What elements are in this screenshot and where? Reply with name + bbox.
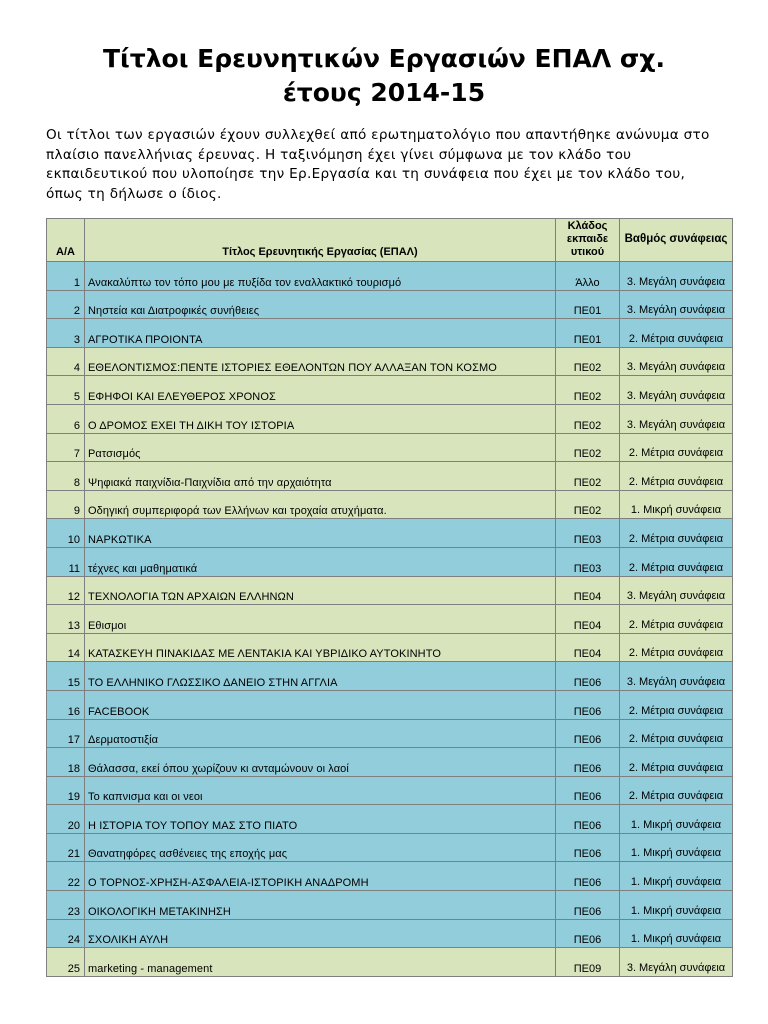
table-body <box>47 262 733 977</box>
row-klados: ΠΕ03 <box>556 519 620 548</box>
row-klados: ΠΕ04 <box>556 576 620 605</box>
row-grade: 3. Μεγάλη συνάφεια <box>620 376 733 405</box>
row-grade: 3. Μεγάλη συνάφεια <box>620 404 733 433</box>
row-klados: ΠΕ03 <box>556 547 620 576</box>
row-title: ΕΦΗΦΟΙ ΚΑΙ ΕΛΕΥΘΕΡΟΣ ΧΡΟΝΟΣ <box>85 376 556 405</box>
page-title <box>20 42 748 110</box>
row-grade: 1. Μικρή συνάφεια <box>620 862 733 891</box>
row-number: 18 <box>47 748 85 777</box>
row-number: 22 <box>47 862 85 891</box>
row-grade: 2. Μέτρια συνάφεια <box>620 547 733 576</box>
row-number: 10 <box>47 519 85 548</box>
table-row <box>47 404 733 433</box>
row-klados: ΠΕ09 <box>556 948 620 977</box>
row-title: τέχνες και μαθηματικά <box>85 547 556 576</box>
table-row <box>47 462 733 491</box>
row-klados: ΠΕ06 <box>556 862 620 891</box>
row-klados: ΠΕ06 <box>556 690 620 719</box>
row-title: Το καπνισμα και οι νεοι <box>85 776 556 805</box>
title-line-2: έτους 2014-15 <box>282 78 486 107</box>
row-title: ΟΙΚΟΛΟΓΙΚΗ ΜΕΤΑΚΙΝΗΣΗ <box>85 891 556 920</box>
row-grade: 3. Μεγάλη συνάφεια <box>620 290 733 319</box>
row-title: Θάλασσα, εκεί όπου χωρίζουν κι ανταμώνουν οι λαοί <box>85 748 556 777</box>
row-klados: ΠΕ06 <box>556 719 620 748</box>
row-klados: ΠΕ04 <box>556 633 620 662</box>
row-klados: ΠΕ06 <box>556 891 620 920</box>
header-aa: Α/Α <box>47 219 85 262</box>
row-number: 20 <box>47 805 85 834</box>
table-row <box>47 891 733 920</box>
row-number: 12 <box>47 576 85 605</box>
row-grade: 1. Μικρή συνάφεια <box>620 805 733 834</box>
table-row <box>47 547 733 576</box>
row-number: 24 <box>47 919 85 948</box>
table-row <box>47 948 733 977</box>
table-row <box>47 633 733 662</box>
row-number: 11 <box>47 547 85 576</box>
row-title: Οδηγική συμπεριφορά των Ελλήνων και τροχαία ατυχήματα. <box>85 490 556 519</box>
row-klados: ΠΕ06 <box>556 805 620 834</box>
row-klados: ΠΕ02 <box>556 490 620 519</box>
table-row <box>47 576 733 605</box>
row-number: 6 <box>47 404 85 433</box>
row-grade: 1. Μικρή συνάφεια <box>620 833 733 862</box>
table-row <box>47 605 733 634</box>
row-grade: 2. Μέτρια συνάφεια <box>620 605 733 634</box>
row-grade: 1. Μικρή συνάφεια <box>620 891 733 920</box>
row-grade: 2. Μέτρια συνάφεια <box>620 748 733 777</box>
intro-paragraph: Οι τίτλοι των εργασιών έχουν συλλεχθεί από ερωτηματολόγιο που απαντήθηκε ανώνυμα στο πλαίσιο πανελλήνιας έρευνας. Η ταξινόμηση έχει γίνει σύμφωνα με τον κλάδο του εκπαιδευτικού που υλοποίησε την Ερ.Εργασία και τη συνάφεια που έχει με τον κλάδο του, όπως τη δήλωσε ο ίδιος. <box>46 127 710 202</box>
row-title: ΕΘΕΛΟΝΤΙΣΜΟΣ:ΠΕΝΤΕ ΙΣΤΟΡΙΕΣ ΕΘΕΛΟΝΤΩΝ ΠΟΥ ΑΛΛΑΞΑΝ ΤΟΝ ΚΟΣΜΟ <box>85 347 556 376</box>
table-row <box>47 262 733 291</box>
row-title: Θανατηφόρες ασθένειες της εποχής μας <box>85 833 556 862</box>
row-number: 9 <box>47 490 85 519</box>
row-grade: 2. Μέτρια συνάφεια <box>620 519 733 548</box>
row-title: ΣΧΟΛΙΚΗ ΑΥΛΗ <box>85 919 556 948</box>
table-row <box>47 519 733 548</box>
row-number: 3 <box>47 319 85 348</box>
table-row <box>47 433 733 462</box>
table-row <box>47 690 733 719</box>
row-grade: 2. Μέτρια συνάφεια <box>620 776 733 805</box>
row-title: ΤΕΧΝΟΛΟΓΙΑ ΤΩΝ ΑΡΧΑΙΩΝ ΕΛΛΗΝΩΝ <box>85 576 556 605</box>
row-title: FACEBOOK <box>85 690 556 719</box>
table-row <box>47 662 733 691</box>
header-klados: Κλάδος εκπαιδε υτικού <box>556 219 620 262</box>
row-grade: 2. Μέτρια συνάφεια <box>620 433 733 462</box>
row-number: 7 <box>47 433 85 462</box>
row-klados: ΠΕ06 <box>556 748 620 777</box>
row-grade: 1. Μικρή συνάφεια <box>620 919 733 948</box>
row-title: ΚΑΤΑΣΚΕΥΗ ΠΙΝΑΚΙΔΑΣ ΜΕ ΛΕΝΤΑΚΙΑ ΚΑΙ ΥΒΡΙΔΙΚΟ ΑΥΤΟΚΙΝΗΤΟ <box>85 633 556 662</box>
row-number: 5 <box>47 376 85 405</box>
table-row <box>47 805 733 834</box>
row-grade: 1. Μικρή συνάφεια <box>620 490 733 519</box>
row-klados: ΠΕ02 <box>556 347 620 376</box>
row-number: 1 <box>47 262 85 291</box>
row-title: Ψηφιακά παιχνίδια-Παιχνίδια από την αρχαιότητα <box>85 462 556 491</box>
table-header-row <box>47 219 733 262</box>
row-grade: 3. Μεγάλη συνάφεια <box>620 262 733 291</box>
header-grade: Βαθμός συνάφειας <box>620 219 733 262</box>
row-title: ΝΑΡΚΩΤΙΚΑ <box>85 519 556 548</box>
table-row <box>47 319 733 348</box>
row-grade: 3. Μεγάλη συνάφεια <box>620 576 733 605</box>
row-title: Εθισμοι <box>85 605 556 634</box>
row-number: 13 <box>47 605 85 634</box>
row-title: Νηστεία και Διατροφικές συνήθειες <box>85 290 556 319</box>
row-number: 25 <box>47 948 85 977</box>
row-klados: ΠΕ02 <box>556 433 620 462</box>
row-grade: 2. Μέτρια συνάφεια <box>620 633 733 662</box>
row-title: Ο ΔΡΟΜΟΣ ΕΧΕΙ ΤΗ ΔΙΚΗ ΤΟΥ ΙΣΤΟΡΙΑ <box>85 404 556 433</box>
row-number: 21 <box>47 833 85 862</box>
table-row <box>47 490 733 519</box>
row-grade: 2. Μέτρια συνάφεια <box>620 319 733 348</box>
row-number: 2 <box>47 290 85 319</box>
row-number: 23 <box>47 891 85 920</box>
row-number: 16 <box>47 690 85 719</box>
row-klados: ΠΕ04 <box>556 605 620 634</box>
title-line-1: Τίτλοι Ερευνητικών Εργασιών ΕΠΑΛ σχ. <box>102 44 666 73</box>
table-row <box>47 776 733 805</box>
row-title: Η ΙΣΤΟΡΙΑ ΤΟΥ ΤΟΠΟΥ ΜΑΣ ΣΤΟ ΠΙΑΤΟ <box>85 805 556 834</box>
row-number: 4 <box>47 347 85 376</box>
table-row <box>47 719 733 748</box>
row-klados: ΠΕ01 <box>556 290 620 319</box>
row-grade: 3. Μεγάλη συνάφεια <box>620 347 733 376</box>
row-number: 17 <box>47 719 85 748</box>
table-row <box>47 748 733 777</box>
row-title: ΑΓΡΟΤΙΚΑ ΠΡΟΙΟΝΤΑ <box>85 319 556 348</box>
row-klados: ΠΕ02 <box>556 376 620 405</box>
row-klados: Άλλο <box>556 262 620 291</box>
table-row <box>47 833 733 862</box>
row-title: Δερματοστιξία <box>85 719 556 748</box>
row-number: 15 <box>47 662 85 691</box>
table-row <box>47 919 733 948</box>
row-grade: 2. Μέτρια συνάφεια <box>620 690 733 719</box>
table-row <box>47 376 733 405</box>
row-number: 8 <box>47 462 85 491</box>
header-title: Τίτλος Ερευνητικής Εργασίας (ΕΠΑΛ) <box>85 219 556 262</box>
row-klados: ΠΕ02 <box>556 404 620 433</box>
row-title: ΤΟ ΕΛΛΗΝΙΚΟ ΓΛΩΣΣΙΚΟ ΔΑΝΕΙΟ ΣΤΗΝ ΑΓΓΛΙΑ <box>85 662 556 691</box>
row-grade: 2. Μέτρια συνάφεια <box>620 462 733 491</box>
row-klados: ΠΕ02 <box>556 462 620 491</box>
row-grade: 3. Μεγάλη συνάφεια <box>620 662 733 691</box>
table-row <box>47 290 733 319</box>
row-number: 14 <box>47 633 85 662</box>
row-klados: ΠΕ06 <box>556 776 620 805</box>
table-row <box>47 347 733 376</box>
research-titles-table <box>46 218 733 977</box>
row-title: marketing - management <box>85 948 556 977</box>
row-title: Ρατσισμός <box>85 433 556 462</box>
row-klados: ΠΕ06 <box>556 662 620 691</box>
row-grade: 3. Μεγάλη συνάφεια <box>620 948 733 977</box>
row-klados: ΠΕ06 <box>556 919 620 948</box>
table-row <box>47 862 733 891</box>
row-grade: 2. Μέτρια συνάφεια <box>620 719 733 748</box>
row-klados: ΠΕ06 <box>556 833 620 862</box>
row-number: 19 <box>47 776 85 805</box>
row-klados: ΠΕ01 <box>556 319 620 348</box>
row-title: Ανακαλύπτω τον τόπο μου με πυξίδα τον εναλλακτικό τουρισμό <box>85 262 556 291</box>
row-title: Ο ΤΟΡΝΟΣ-ΧΡΗΣΗ-ΑΣΦΑΛΕΙΑ-ΙΣΤΟΡΙΚΗ ΑΝΑΔΡΟΜΗ <box>85 862 556 891</box>
